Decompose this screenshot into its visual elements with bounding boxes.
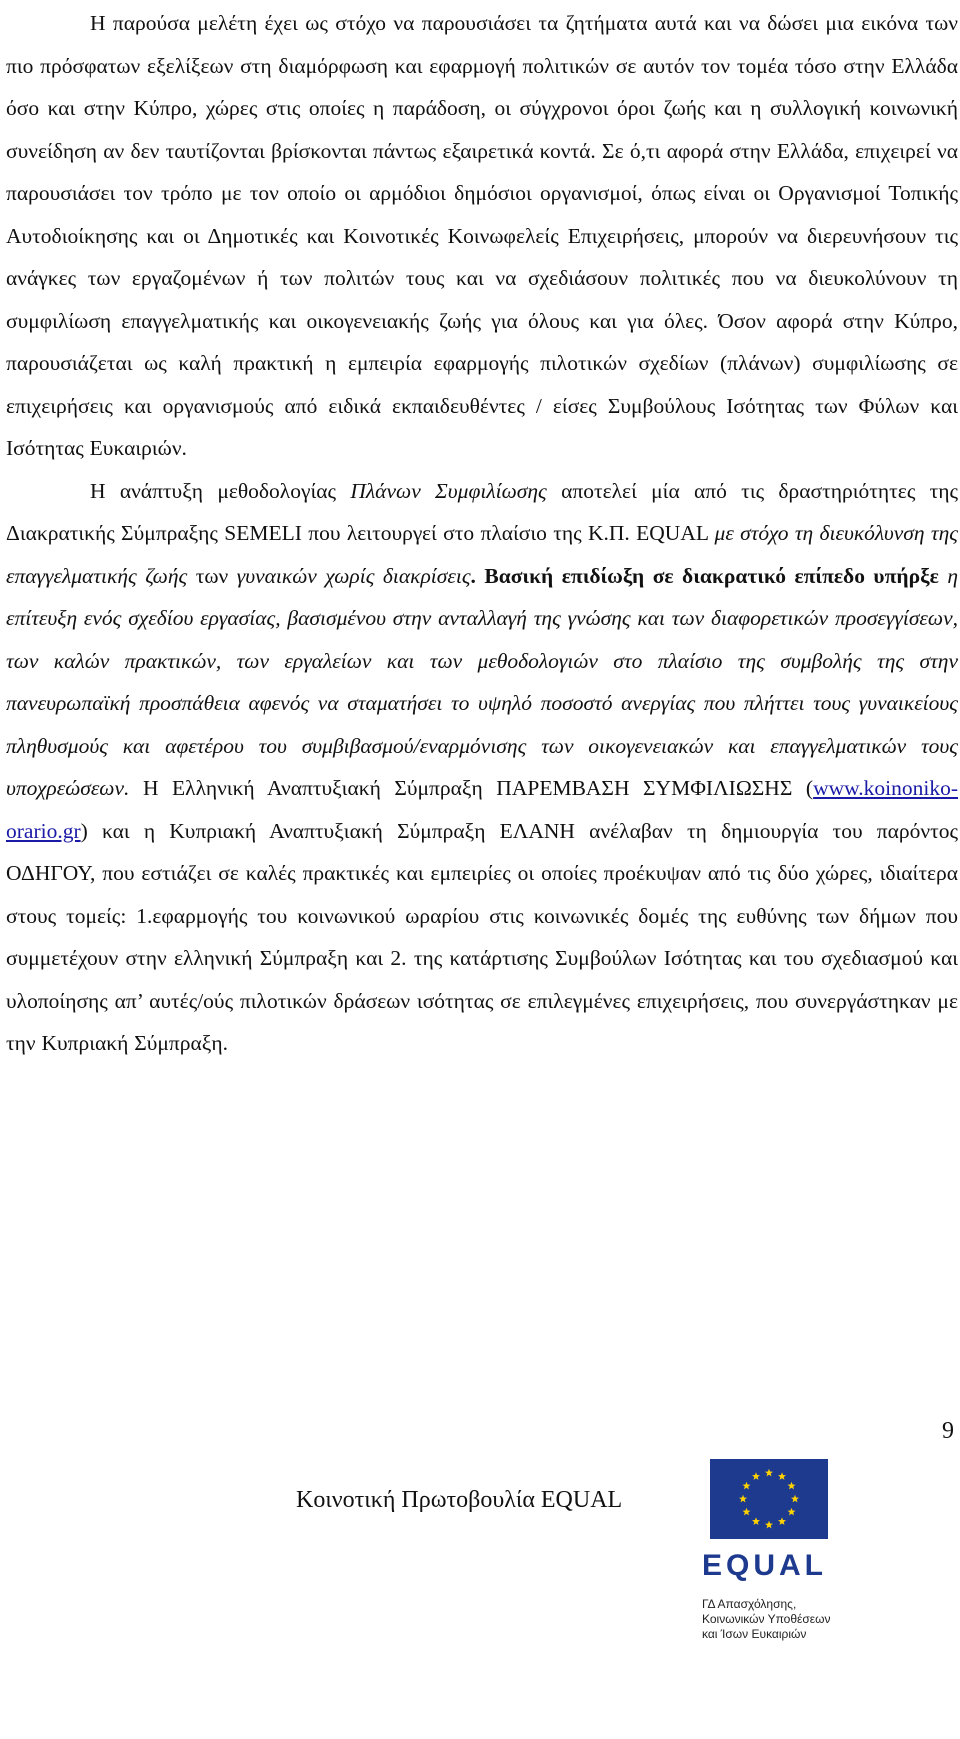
page-number: 9 — [942, 1418, 954, 1444]
logo-wordmark: EQUAL — [702, 1549, 827, 1582]
paragraph-study-aim: Η παρούσα μελέτη έχει ως στόχο να παρουσιάσει τα ζητήματα αυτά και να δώσει μια εικόνα των πιο πρόσφατων εξελίξεων στη διαμόρφωση και εφαρμογή πολιτικών σε αυτόν τον τομέα τόσο στην Ελλάδα όσο και στην Κύπρο, χώρες στις οποίες η παράδοση, οι σύγχρονοι όροι ζωής και η συλλογική κοινωνική συνείδηση αν δεν ταυτίζονται βρίσκονται πάντως εξαιρετικά κοντά. Σε ό,τι αφορά στην Ελλάδα, επιχειρεί να παρουσιάσει τον τρόπο με τον οποίο οι αρμόδιοι δημόσιοι οργανισμοί, όπως είναι οι Οργανισμοί Τοπικής Αυτοδιοίκησης και οι Δημοτικές και Κοινοτικές Κοινωφελείς Επιχειρήσεις, μπορούν να διερευνήσουν τις ανάγκες των εργαζομένων ή των πολιτών τους και να σχεδιάσουν πολιτικές που να διευκολύνουν τη συμφιλίωση επαγγελματικής και οικογενειακής ζωής για όλους και για όλες. Όσον αφορά στην Κύπρο, παρουσιάζεται ως καλή πρακτική η εμπειρία εφαρμογής πιλοτικών σχεδίων (πλάνων) συμφιλίωσης σε επιχειρήσεις και οργανισμούς από ειδικά εκπαιδευθέντες / είσες Συμβούλους Ισότητας των Φύλων και Ισότητας Ευκαιριών. — [6, 11, 958, 460]
footer-initiative: Κοινοτική Πρωτοβουλία EQUAL — [296, 1487, 623, 1513]
document-page — [6, 0, 958, 1065]
logo-caption — [702, 1597, 872, 1642]
logo-caption-line: ΓΔ Απασχόλησης, — [702, 1597, 797, 1611]
logo-caption-line: Κοινωνικών Υποθέσεων — [702, 1612, 831, 1626]
text-span: . Βασική επιδίωξη σε διακρατικό επίπεδο υπήρξε — [470, 563, 948, 588]
text-span: αποτελεί μία από τις δραστηριότητες της Διακρατικής Σύμπραξης SEMELI που λειτουργεί στο πλαίσιο της Κ.Π. EQUAL — [6, 478, 959, 545]
equal-logo — [702, 1447, 872, 1739]
italic-span: γυναικών χωρίς διακρίσεις — [236, 563, 471, 588]
website-link[interactable]: www.koinoniko-orario.gr — [6, 776, 958, 843]
logo-caption-line: και Ίσων Ευκαιριών — [702, 1627, 807, 1641]
italic-span: η επίτευξη ενός σχεδίου εργασίας, βασισμένου στην ανταλλαγή της γνώσης και των διαφορετικών προσεγγίσεων, των καλών πρακτικών, των εργαλείων και των μεθοδολογιών στο πλαίσιο της συμβολής της στην πανευρωπαϊκή προσπάθεια αφενός να σταματήσει το υψηλό ποσοστό ανεργίας που πλήττει τους γυναικείους πληθυσμούς και αφετέρου του συμβιβασμού/εναρμόνισης των οικογενειακών και επαγγελματικών τους υποχρεώσεων. — [6, 563, 959, 800]
italic-span: με στόχο τη διευκόλυνση της επαγγελματικής ζωής — [6, 521, 958, 588]
text-span: ) και η Κυπριακή Αναπτυξιακή Σύμπραξη ΕΛΑΝΗ ανέλαβαν τη δημιουργία του παρόντος ΟΔΗΓΟΥ, που εστιάζει σε καλές πρακτικές και εμπειρίες οι οποίες προέκυψαν από τις δύο χώρες, ιδιαίτερα στους τομείς: 1.εφαρμογής του κοινωνικού ωραρίου στις κοινωνικές δομές της ευθύνης των δήμων που συμμετέχουν στην ελληνική Σύμπραξη και 2. της κατάρτισης Συμβούλων Ισότητας και του σχεδιασμού και υλοποίησης απ’ αυτές/ούς πιλοτικών δράσεων ισότητας σε επιλεγμένες επιχειρήσεις, που συνεργάστηκαν με την Κυπριακή Σύμπραξη. — [6, 818, 958, 1055]
paragraph-methodology — [6, 470, 958, 1065]
italic-span: Πλάνων Συμφιλίωσης — [350, 478, 547, 503]
text-span: Η Ελληνική Αναπτυξιακή Σύμπραξη ΠΑΡΕΜΒΑΣΗ ΣΥΜΦΙΛΙΩΣΗΣ ( — [129, 776, 814, 800]
text-span: των — [187, 563, 237, 588]
eu-flag-icon — [710, 1459, 828, 1539]
text-span: Η ανάπτυξη μεθοδολογίας — [90, 478, 351, 503]
